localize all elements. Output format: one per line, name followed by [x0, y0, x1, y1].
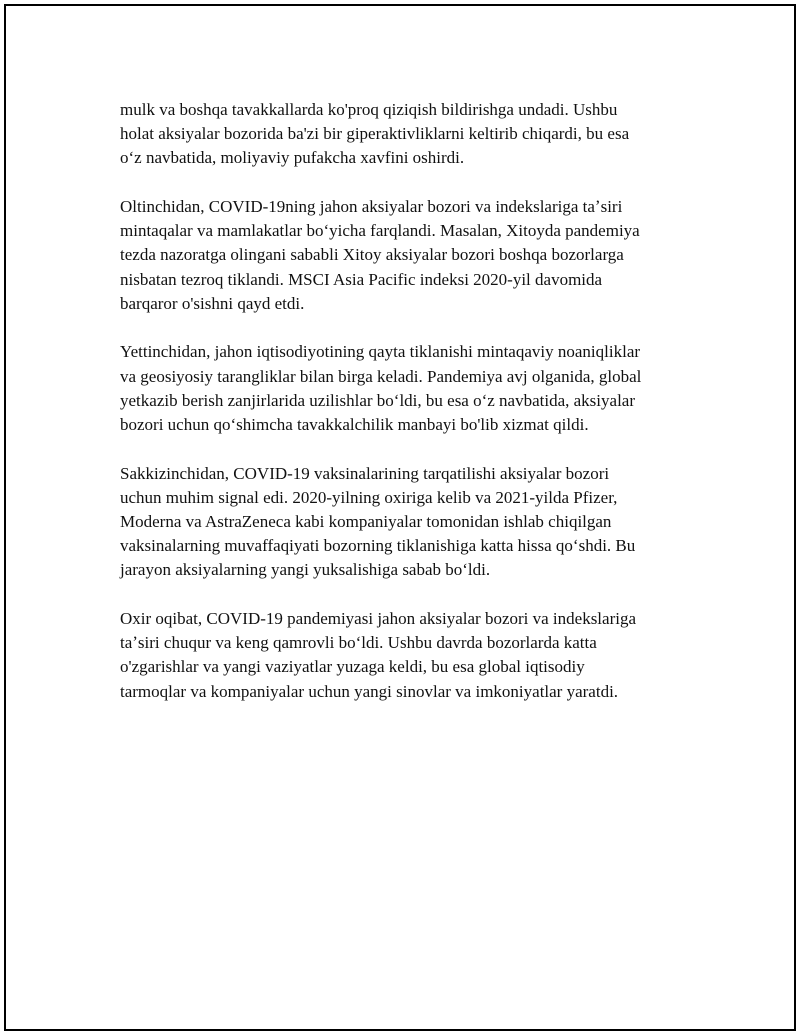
- text-line: uchun muhim signal edi. 2020-yilning oxiriga kelib va 2021-yilda Pfizer,: [120, 487, 618, 507]
- text-line: jarayon aksiyalarning yangi yuksalishiga sabab boʻldi.: [120, 560, 491, 580]
- text-line: Sakkizinchidan, COVID-19 vaksinalarining tarqatilishi aksiyalar bozori: [120, 463, 610, 483]
- paragraph-5: [120, 607, 710, 704]
- document-body: [120, 98, 710, 728]
- text-line: nisbatan tezroq tiklandi. MSCI Asia Pacific indeksi 2020-yil davomida: [120, 269, 603, 289]
- text-line: mulk va boshqa tavakkallarda ko'proq qiziqish bildirishga undadi. Ushbu: [120, 100, 618, 119]
- text-line: barqaror o'sishni qayd etdi.: [120, 293, 305, 313]
- text-line: Yettinchidan, jahon iqtisodiyotining qayta tiklanishi mintaqaviy noaniqliklar: [120, 342, 641, 362]
- text-line: oʻz navbatida, moliyaviy pufakcha xavfini oshirdi.: [120, 148, 465, 168]
- text-line: Oxir oqibat, COVID-19 pandemiyasi jahon aksiyalar bozori va indekslariga: [120, 609, 637, 629]
- paragraph-2: [120, 195, 710, 316]
- text-line: Oltinchidan, COVID-19ning jahon aksiyalar bozori va indekslariga taʼsiri: [120, 197, 623, 216]
- paragraph-1: [120, 98, 710, 171]
- text-line: Moderna va AstraZeneca kabi kompaniyalar tomonidan ishlab chiqilgan: [120, 512, 612, 532]
- text-line: yetkazib berish zanjirlarida uzilishlar boʻldi, bu esa oʻz navbatida, aksiyalar: [120, 390, 635, 410]
- text-line: tarmoqlar va kompaniyalar uchun yangi sinovlar va imkoniyatlar yaratdi.: [120, 681, 619, 701]
- text-line: taʼsiri chuqur va keng qamrovli boʻldi. Ushbu davrda bozorlarda katta: [120, 633, 597, 653]
- text-line: tezda nazoratga olingani sababli Xitoy aksiyalar bozori boshqa bozorlarga: [120, 245, 624, 265]
- text-line: va geosiyosiy tarangliklar bilan birga keladi. Pandemiya avj olganida, global: [120, 366, 642, 386]
- paragraph-3: [120, 340, 710, 437]
- paragraph-4: [120, 462, 710, 583]
- text-line: mintaqalar va mamlakatlar boʻyicha farqlandi. Masalan, Xitoyda pandemiya: [120, 221, 640, 241]
- document-page: [4, 4, 796, 1031]
- text-line: o'zgarishlar va yangi vaziyatlar yuzaga keldi, bu esa global iqtisodiy: [120, 657, 585, 677]
- text-line: holat aksiyalar bozorida ba'zi bir giperaktivliklarni keltirib chiqardi, bu esa: [120, 124, 630, 144]
- text-line: bozori uchun qoʻshimcha tavakkalchilik manbayi bo'lib xizmat qildi.: [120, 415, 589, 435]
- text-line: vaksinalarning muvaffaqiyati bozorning tiklanishiga katta hissa qoʻshdi. Bu: [120, 536, 636, 556]
